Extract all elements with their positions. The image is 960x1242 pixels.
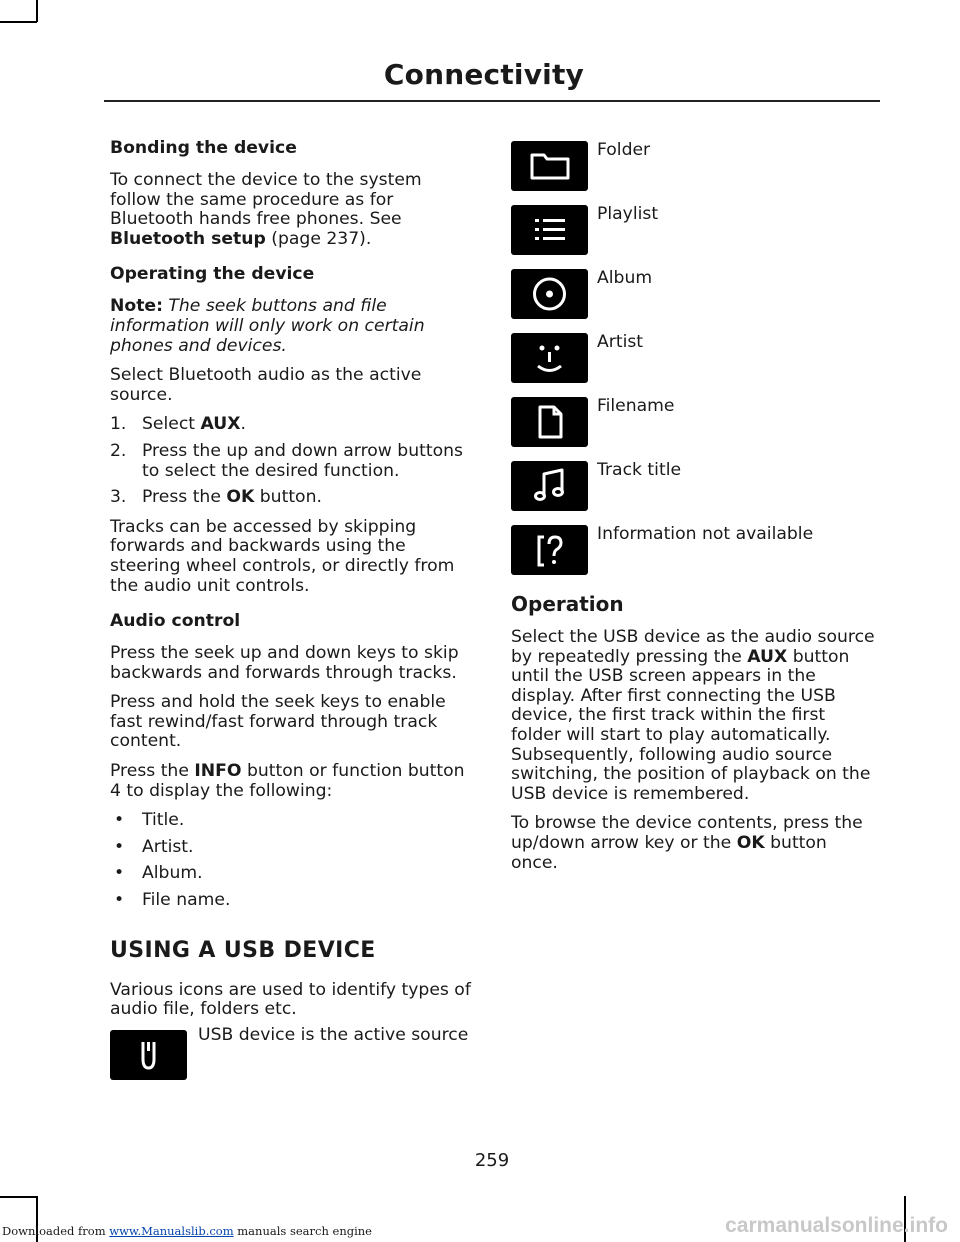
page-title: Connectivity <box>383 58 584 91</box>
info-button-label: INFO <box>194 761 242 782</box>
step-number: 3. <box>110 487 127 508</box>
list-item <box>110 864 476 884</box>
operation-paragraph-2 <box>511 814 877 873</box>
bullet-marker: • <box>114 890 125 911</box>
bonding-heading: Bonding the device <box>110 138 297 158</box>
step-text-end: button. <box>254 487 322 508</box>
note-paragraph <box>110 297 476 356</box>
icon-row-album <box>511 265 877 329</box>
manualslib-link[interactable]: www.Manualslib.com <box>109 1224 234 1238</box>
step-item <box>110 442 476 481</box>
list-item <box>110 811 476 831</box>
usb-icon-label: USB device is the active source <box>198 1024 469 1045</box>
step-text: Select <box>142 414 201 435</box>
bullet-marker: • <box>114 863 125 884</box>
artist-icon <box>511 333 588 383</box>
page-number: 259 <box>474 1150 510 1171</box>
icon-label: Folder <box>597 140 651 160</box>
list-item-text: File name. <box>142 890 231 911</box>
track-title-icon <box>511 461 588 511</box>
info-text-end: button or function button 4 to display the following: <box>110 761 465 801</box>
audio-paragraph-1: Press the seek up and down keys to skip backwards and forwards through tracks. <box>110 643 459 683</box>
footer-text: Downloaded from <box>2 1224 110 1238</box>
header-divider <box>104 100 880 102</box>
ok-button-label: OK <box>736 832 765 853</box>
bonding-paragraph <box>110 171 476 249</box>
step-bold: AUX <box>200 414 241 435</box>
icon-label: Playlist <box>597 204 659 224</box>
operating-heading: Operating the device <box>110 264 315 285</box>
crop-mark <box>0 21 37 23</box>
info-bullet-list <box>110 811 476 910</box>
step-number: 2. <box>110 440 127 461</box>
tracks-paragraph: Tracks can be accessed by skipping forwards and backwards using the steering wheel controls, or directly from the audio unit controls. <box>110 516 455 596</box>
browse-text: To browse the device contents, press the up/down arrow key or the <box>511 813 863 853</box>
step-item <box>110 415 476 435</box>
list-item-text: Title. <box>142 810 185 831</box>
step-text-end: . <box>240 414 246 435</box>
info-paragraph <box>110 762 476 801</box>
step-text: Press the <box>142 487 227 508</box>
step-text: Press the up and down arrow buttons to select the desired function. <box>142 440 463 481</box>
bullet-marker: • <box>114 810 125 831</box>
note-label: Note: <box>110 296 163 317</box>
info-not-available-icon <box>511 525 588 575</box>
icon-row-track-title <box>511 457 877 521</box>
step-number: 1. <box>110 414 127 435</box>
icon-label: Information not available <box>597 524 814 544</box>
usb-icon-row <box>110 1024 476 1090</box>
album-icon <box>511 269 588 319</box>
bonding-page-ref: (page 237). <box>265 228 372 249</box>
operation-heading: Operation <box>511 592 624 616</box>
filename-icon <box>511 397 588 447</box>
step-item <box>110 488 476 508</box>
audio-control-heading: Audio control <box>110 611 241 632</box>
icon-row-folder <box>511 137 877 201</box>
browse-text-end: button once. <box>511 832 827 873</box>
footer-text-end: manuals search engine <box>233 1224 372 1238</box>
watermark: carmanualsonline.info <box>725 1214 948 1237</box>
usb-intro-paragraph: Various icons are used to identify types of audio file, folders etc. <box>110 979 471 1020</box>
list-item <box>110 891 476 911</box>
list-item-text: Album. <box>142 863 203 884</box>
left-column <box>110 137 476 1090</box>
icon-label: Album <box>597 268 653 288</box>
download-footer <box>2 1224 372 1238</box>
icon-label: Artist <box>597 332 644 352</box>
operation-text-end: button until the USB screen appears in the display. After first connecting the USB device, the first track within the first folder will start to play automatically. Subsequently, following audio source switching, the position of playback on the USB device is remembered. <box>511 646 871 804</box>
crop-mark <box>0 1196 37 1198</box>
icon-row-playlist <box>511 201 877 265</box>
folder-icon <box>511 141 588 191</box>
select-source-paragraph: Select Bluetooth audio as the active source. <box>110 365 422 405</box>
usb-section-heading: USING A USB DEVICE <box>110 937 376 963</box>
right-column <box>511 137 877 883</box>
icon-label: Filename <box>597 396 675 416</box>
crop-mark <box>36 0 38 22</box>
list-item-text: Artist. <box>142 836 194 857</box>
icon-label: Track title <box>597 460 682 480</box>
step-bold: OK <box>226 487 255 508</box>
playlist-icon <box>511 205 588 255</box>
bluetooth-setup-reference: Bluetooth setup <box>110 228 266 249</box>
info-text: Press the <box>110 761 195 782</box>
icon-row-artist <box>511 329 877 393</box>
bonding-text: To connect the device to the system follow the same procedure as for Bluetooth hands free phones. See <box>110 170 422 230</box>
aux-button-label: AUX <box>747 646 788 667</box>
steps-list <box>110 415 476 507</box>
note-text: The seek buttons and file information will only work on certain phones and devices. <box>110 296 425 356</box>
icon-row-info-not-available <box>511 521 877 585</box>
operation-text: Select the USB device as the audio source by repeatedly pressing the <box>511 627 875 667</box>
icon-row-filename <box>511 393 877 457</box>
usb-icon <box>110 1030 187 1080</box>
operation-paragraph-1 <box>511 628 877 804</box>
audio-paragraph-2: Press and hold the seek keys to enable fast rewind/fast forward through track content. <box>110 692 446 752</box>
bullet-marker: • <box>114 836 125 857</box>
list-item <box>110 838 476 858</box>
